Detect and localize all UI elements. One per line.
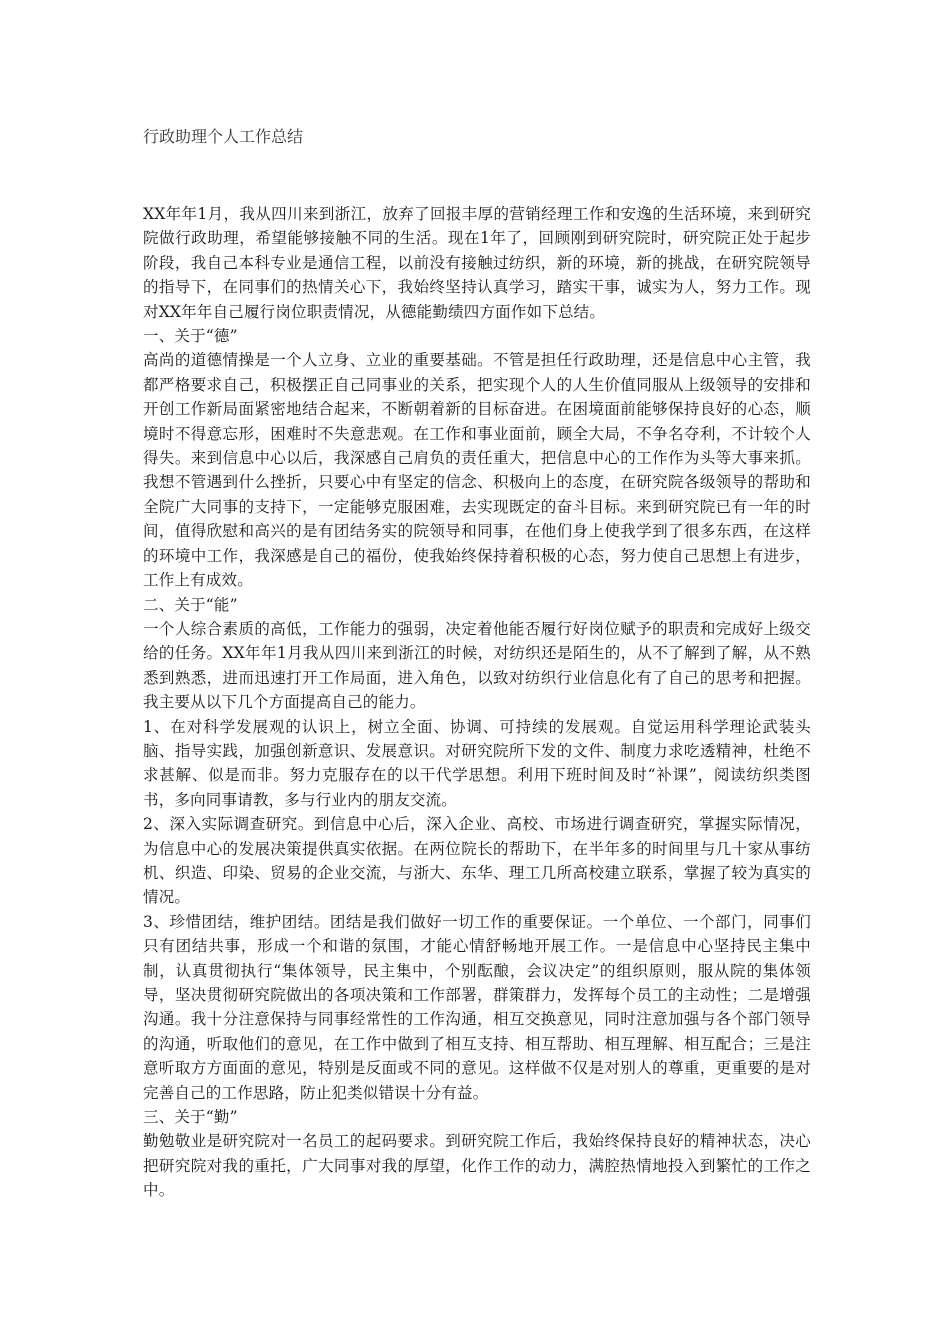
section-qin-paragraph: 勤勉敬业是研究院对一名员工的起码要求。到研究院工作后，我始终保持良好的精神状态，决心把研究院对我的重托，广大同事对我的厚望，化作工作的动力，满腔热情地投入到繁忙的工作之中。 (143, 1132, 811, 1200)
section-neng-paragraph: 一个人综合素质的高低，工作能力的强弱，决定着他能否履行好岗位赋予的职责和完成好上级交给的任务。XX年年1月我从四川来到浙江的时候，对纺织还是陌生的，从不了解到了解，从不熟悉到熟悉，进而迅速打开工作局面，进入角色，以致对纺织行业信息化有了自己的思考和把握。我主要从以下几个方面提高自己的能力。 (143, 619, 811, 712)
section-heading-qin: 三、关于“勤” (143, 1108, 238, 1127)
intro-paragraph: XX年年1月，我从四川来到浙江，放弃了回报丰厚的营销经理工作和安逸的生活环境，来到研究院做行政助理，希望能够接触不同的生活。现在1年了，回顾刚到研究院时，研究院正处于起步阶段，我自己本科专业是通信工程，以前没有接触过纺织，新的环境，新的挑战，在研究院领导的指导下，在同事们的热情关心下，我始终坚持认真学习，踏实干事，诚实为人，努力工作。现对XX年年自己履行岗位职责情况，从德能勤绩四方面作如下总结。 (143, 205, 811, 321)
neng-item-3: 3、珍惜团结，维护团结。团结是我们做好一切工作的重要保证。一个单位、一个部门，同事们只有团结共事，形成一个和谐的氛围，才能心情舒畅地开展工作。一是信息中心坚持民主集中制，认真贯彻执行“集体领导，民主集中，个别酝酿，会议决定”的组织原则，服从院的集体领导，坚决贯彻研究院做出的各项决策和工作部署，群策群力，发挥每个员工的主动性；二是增强沟通。我十分注意保持与同事经常性的工作沟通，相互交换意见，同时注意加强与各个部门领导的沟通，听取他们的意见，在工作中做到了相互支持、相互帮助、相互理解、相互配合；三是注意听取方方面面的意见，特别是反面或不同的意见。这样做不仅是对别人的尊重，更重要的是对完善自己的工作思路，防止犯类似错误十分有益。 (143, 912, 811, 1102)
neng-item-2: 2、深入实际调查研究。到信息中心后，深入企业、高校、市场进行调查研究，掌握实际情况，为信息中心的发展决策提供真实依据。在两位院长的帮助下，在半年多的时间里与几十家从事纺机、织造、印染、贸易的企业交流，与浙大、东华、理工几所高校建立联系，掌握了较为真实的情况。 (143, 815, 811, 907)
section-heading-de: 一、关于“德” (143, 327, 238, 346)
document-body (143, 202, 811, 1203)
section-de-paragraph: 高尚的道德情操是一个人立身、立业的重要基础。不管是担任行政助理，还是信息中心主管，我都严格要求自己，积极摆正自己同事业的关系，把实现个人的人生价值同服从上级领导的安排和开创工作新局面紧密地结合起来，不断朝着新的目标奋进。在困境面前能够保持良好的心态，顺境时不得意忘形，困难时不失意悲观。在工作和事业面前，顾全大局，不争名夺利，不计较个人得失。来到信息中心以后，我深感自己肩负的责任重大，把信息中心的工作作为头等大事来抓。我想不管遇到什么挫折，只要心中有坚定的信念、积极向上的态度，在研究院各级领导的帮助和全院广大同事的支持下，一定能够克服困难，去实现既定的奋斗目标。来到研究院已有一年的时间，值得欣慰和高兴的是有团结务实的院领导和同事，在他们身上使我学到了很多东西，在这样的环境中工作，我深感是自己的福份，使我始终保持着积极的心态，努力使自己思想上有进步，工作上有成效。 (143, 351, 811, 590)
neng-item-1: 1、在对科学发展观的认识上，树立全面、协调、可持续的发展观。自觉运用科学理论武装头脑、指导实践，加强创新意识、发展意识。对研究院所下发的文件、制度力求吃透精神，杜绝不求甚解、似是而非。努力克服存在的以干代学思想。利用下班时间及时“补课”，阅读纺织类图书，多向同事请教，多与行业内的朋友交流。 (143, 717, 811, 809)
section-heading-neng: 二、关于“能” (143, 595, 238, 614)
document-title: 行政助理个人工作总结 (143, 127, 304, 146)
